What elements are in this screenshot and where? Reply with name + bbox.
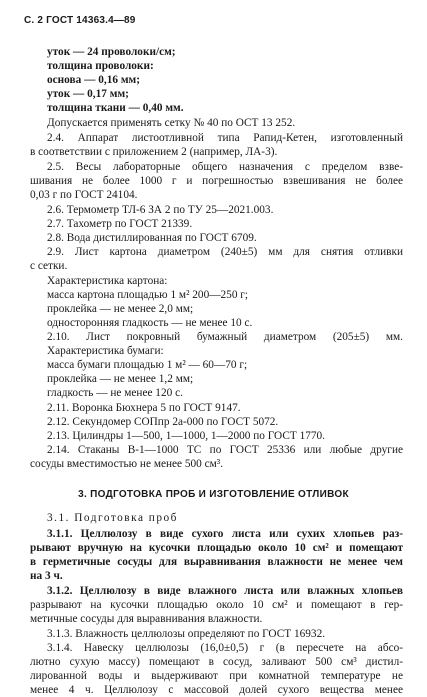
text-line: 3.1.3. Влажность целлюлозы определяют по ГОСТ 16932.	[47, 628, 326, 640]
text-line: 2.7. Тахометр по ГОСТ 21339.	[47, 218, 193, 230]
text-line: масса бумаги площадью 1 м² — 60—70 г;	[47, 359, 248, 371]
text-line: менее 4 ч. Целлюлозу с массовой долей сухого вещества менее	[30, 684, 403, 696]
text-line: основа — 0,16 мм;	[47, 74, 140, 86]
text-line: проклейка — не менее 1,2 мм;	[47, 373, 194, 385]
text-line: масса картона площадью 1 м² 200—250 г;	[47, 289, 249, 301]
text-line: 2.9. Лист картона диаметром (240±5) мм для снятия отливки	[47, 246, 403, 258]
text-line: разрывают на кусочки площадью около 10 см² и помещают в гер-	[30, 599, 403, 611]
text-line: 2.10. Лист покровный бумажный диаметром (205±5) мм.	[47, 331, 403, 343]
text-line: 2.8. Вода дистиллированная по ГОСТ 6709.	[47, 232, 257, 244]
text-line: в соответствии с приложением 2 (например, ЛА-3).	[30, 146, 278, 158]
text-line: Допускается применять сетку № 40 по ОСТ 13 252.	[47, 117, 296, 129]
text-line: в герметичные сосуды для выравнивания влажности не менее чем	[30, 556, 403, 568]
text-line: 2.12. Секундомер СОПпр 2а-000 по ГОСТ 5072.	[47, 416, 279, 428]
text-line: лютно сухую массу) помещают в сосуд, заливают 500 см³ дистил-	[30, 656, 403, 668]
text-line: 2.14. Стаканы В-1—1000 ТС по ГОСТ 25336 или любые другие	[47, 444, 403, 456]
text-line: с сетки.	[30, 260, 68, 272]
text-line: Характеристика бумаги:	[47, 345, 164, 357]
section-title: 3. ПОДГОТОВКА ПРОБ И ИЗГОТОВЛЕНИЕ ОТЛИВОК	[78, 489, 349, 500]
text-line: гладкость — не менее 120 с.	[47, 387, 183, 399]
text-line: 3.1.4. Навеску целлюлозы (16,0±0,5) г (в пересчете на абсо-	[47, 642, 403, 654]
text-line: уток — 24 проволоки/см;	[47, 46, 176, 58]
text-line: метичные сосуды для выравнивания влажности.	[30, 613, 263, 625]
text-line: на 3 ч.	[30, 570, 63, 582]
text-line: 3.1.2. Целлюлозу в виде влажного листа или влажных хлопьев	[47, 585, 403, 597]
text-line: 3.1.1. Целлюлозу в виде сухого листа или сухих хлопьев раз-	[47, 528, 403, 540]
text-line: проклейка — не менее 2,0 мм;	[47, 303, 194, 315]
text-line: Характеристика картона:	[47, 275, 168, 287]
text-line: 2.4. Аппарат листоотливной типа Рапид-Кетен, изготовленный	[47, 132, 403, 144]
text-line: односторонняя гладкость — не менее 10 с.	[47, 317, 253, 329]
text-line: сосуды вместимостью не менее 500 см³.	[30, 458, 224, 470]
text-line: 0,03 г по ГОСТ 24104.	[30, 189, 138, 201]
page-header: С. 2 ГОСТ 14363.4—89	[24, 15, 136, 26]
text-line: толщина ткани — 0,40 мм.	[47, 102, 184, 114]
text-line: шивания не более 1000 г и погрешностью взвешивания не более	[30, 175, 403, 187]
subsection-title: 3.1. Подготовка проб	[47, 512, 178, 524]
text-line: толщина проволоки:	[47, 60, 154, 72]
text-line: уток — 0,17 мм;	[47, 88, 129, 100]
text-line: 2.11. Воронка Бюхнера 5 по ГОСТ 9147.	[47, 402, 241, 414]
text-line: лированной воды и выдерживают при комнатной температуре не	[30, 670, 403, 682]
text-line: рывают вручную на кусочки площадью около 10 см² и помещают	[30, 542, 403, 554]
text-line: 2.6. Термометр ТЛ-6 ЗА 2 по ТУ 25—2021.003.	[47, 204, 274, 216]
text-line: 2.13. Цилиндры 1—500, 1—1000, 1—2000 по ГОСТ 1770.	[47, 430, 325, 442]
text-line: 2.5. Весы лабораторные общего назначения с пределом взве-	[47, 161, 403, 173]
